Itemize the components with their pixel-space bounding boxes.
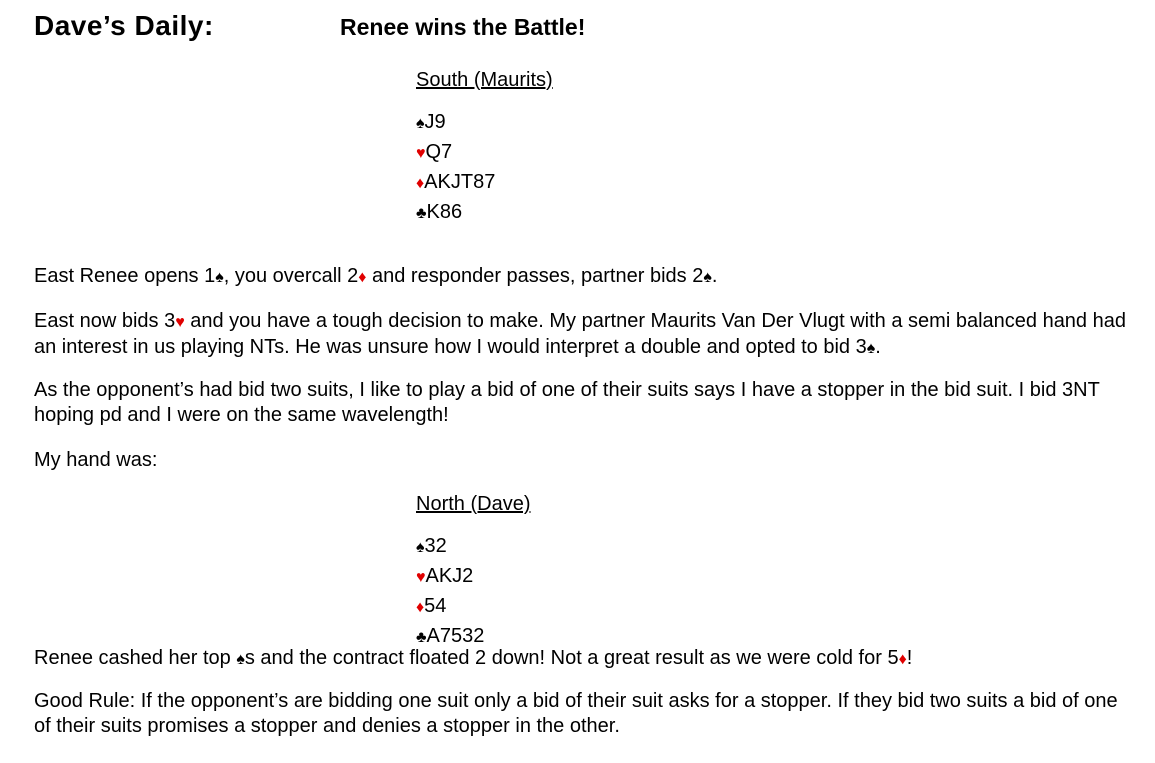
heart-icon: ♥ <box>175 314 185 331</box>
p5-text-a: Renee cashed her top <box>34 647 237 669</box>
spade-icon: ♠ <box>416 115 425 132</box>
spade-icon: ♠ <box>866 340 876 357</box>
paragraph-2 <box>34 309 1134 361</box>
p2-text-b: and you have a tough decision to make. My partner Maurits Van Der Vlugt with a semi balanced hand had an interest in us playing NTs. He was unsure how I would interpret a double and opted to bid 3 <box>34 310 1126 358</box>
heart-icon: ♥ <box>416 145 426 162</box>
p1-text-b: , you overcall 2 <box>223 265 359 287</box>
spade-icon: ♠ <box>416 539 425 556</box>
south-hand <box>416 66 553 228</box>
paragraph-3: As the opponent’s had bid two suits, I like to play a bid of one of their suits says I have a stopper in the bid suit. I bid 3NT hoping pd and I were on the same wavelength! <box>34 379 1100 426</box>
headline: Renee wins the Battle! <box>340 14 586 40</box>
north-spades <box>416 532 530 562</box>
south-diamonds <box>416 168 553 198</box>
p1-text-c: and responder passes, partner bids 2 <box>366 265 704 287</box>
p2-text-a: East now bids 3 <box>34 310 176 332</box>
spade-icon: ♠ <box>236 651 245 668</box>
north-hand-title: North (Dave) <box>416 493 531 515</box>
p1-text-d: . <box>711 265 718 287</box>
diamond-icon: ♦ <box>898 651 907 668</box>
north-clubs-cards: A7532 <box>426 625 485 647</box>
p2-text-c: . <box>875 336 881 358</box>
south-clubs-cards: K86 <box>426 201 463 223</box>
paragraph-5 <box>34 646 1134 672</box>
club-icon: ♣ <box>416 629 427 646</box>
spade-icon: ♠ <box>703 269 712 286</box>
south-hearts <box>416 138 553 168</box>
north-hearts-cards: AKJ2 <box>425 565 474 587</box>
paragraph-6: Good Rule: If the opponent’s are bidding one suit only a bid of their suit asks for a stopper. If they bid two suits a bid of one of their suits promises a stopper and denies a stopper in the other. <box>34 690 1118 737</box>
south-diamonds-cards: AKJT87 <box>424 171 496 193</box>
south-hearts-cards: Q7 <box>425 141 453 163</box>
south-hand-title: South (Maurits) <box>416 69 553 91</box>
p5-text-c: ! <box>906 647 913 669</box>
p5-text-b: s and the contract floated 2 down! Not a great result as we were cold for 5 <box>244 647 899 669</box>
south-clubs <box>416 198 553 228</box>
north-hearts <box>416 562 530 592</box>
paragraph-4: My hand was: <box>34 449 158 471</box>
spade-icon: ♠ <box>215 269 224 286</box>
p1-text-a: East Renee opens 1 <box>34 265 216 287</box>
club-icon: ♣ <box>416 205 427 222</box>
masthead: Dave’s Daily: <box>34 10 214 41</box>
south-spades-cards: J9 <box>424 111 446 133</box>
north-diamonds <box>416 592 530 622</box>
diamond-icon: ♦ <box>358 269 367 286</box>
heart-icon: ♥ <box>416 569 426 586</box>
north-diamonds-cards: 54 <box>424 595 447 617</box>
diamond-icon: ♦ <box>416 175 425 192</box>
north-hand <box>416 490 530 652</box>
diamond-icon: ♦ <box>416 599 425 616</box>
north-spades-cards: 32 <box>424 535 447 557</box>
south-spades <box>416 108 553 138</box>
paragraph-1 <box>34 264 1134 290</box>
